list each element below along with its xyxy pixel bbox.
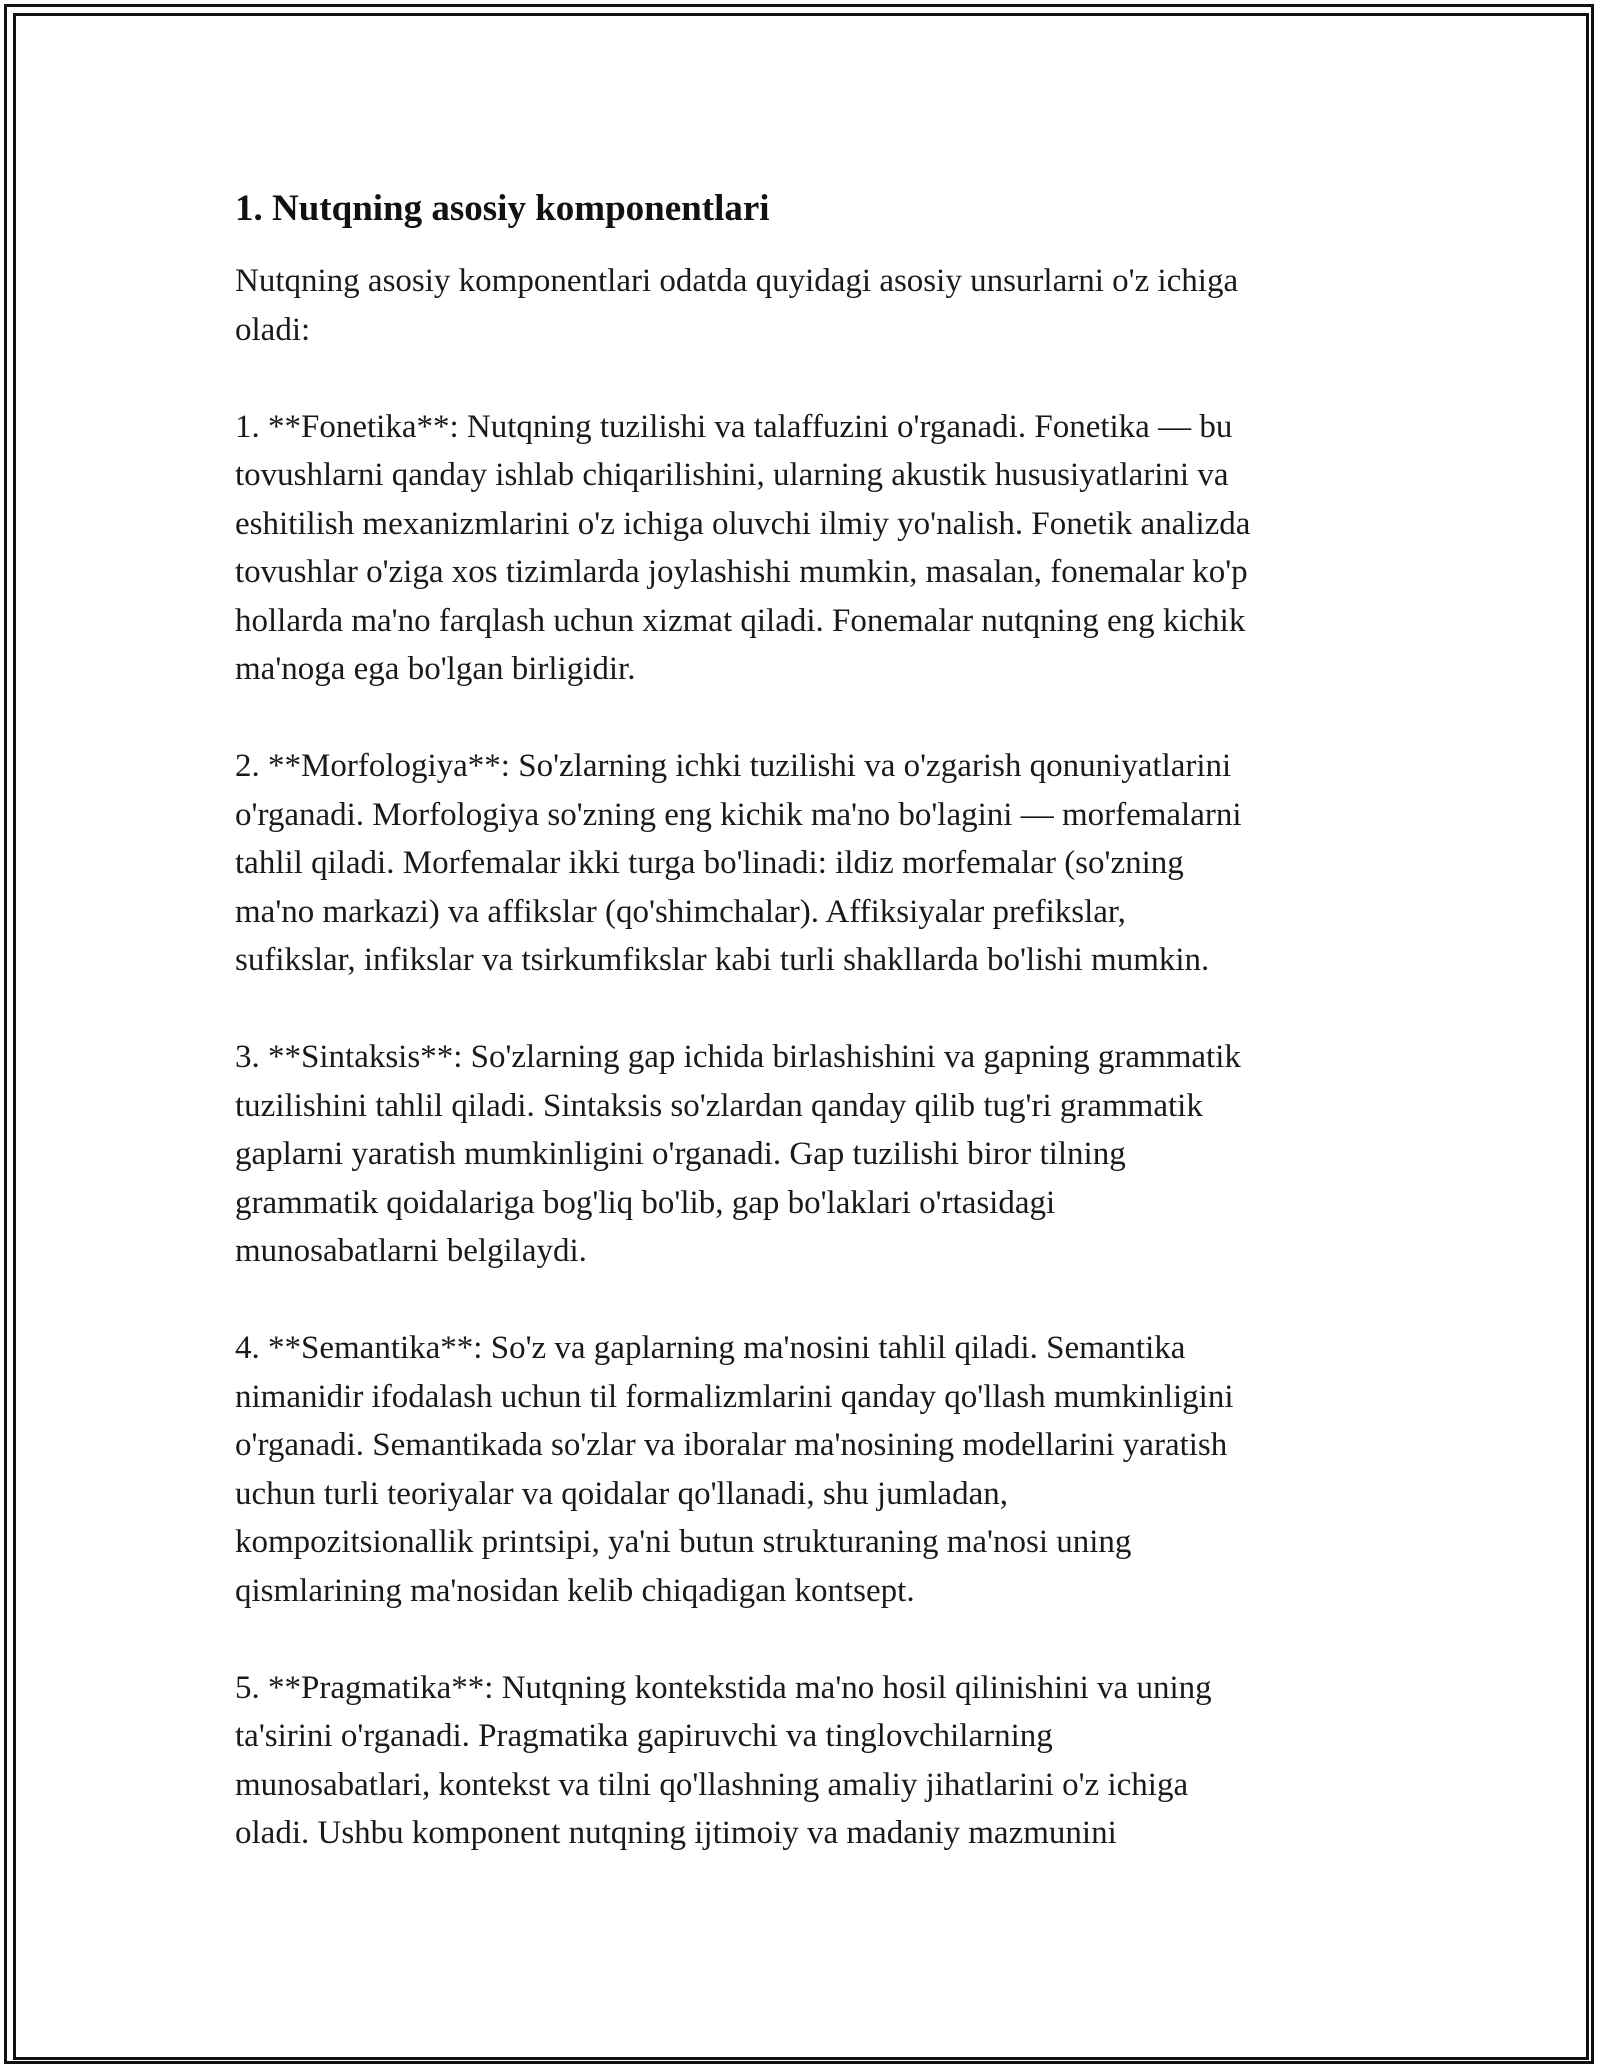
morfologiya-paragraph: 2. **Morfologiya**: So'zlarning ichki tuzilishi va o'zgarish qonuniyatlarini o'rganadi. Morfologiya so'zning eng kichik ma'no bo'lagini — morfemalarni tahlil qiladi. Morfemalar ikki turga bo'linadi: ildiz morfemalar (so'zning ma'no markazi) va affikslar (qo'shimchalar). Affiksiyalar prefikslar, sufikslar, infikslar va tsirkumfikslar kabi turli shakllarda bo'lishi mumkin. — [235, 748, 1242, 978]
intro-paragraph: Nutqning asosiy komponentlari odatda quyidagi asosiy unsurlarni o'z ichiga oladi: — [235, 263, 1239, 348]
pragmatika-paragraph: 5. **Pragmatika**: Nutqning kontekstida ma'no hosil qilinishini va uning ta'sirini o'rganadi. Pragmatika gapiruvchi va tinglovchilarning munosabatlari, kontekst va tilni qo'llashning amaliy jihatlarini o'z ichiga oladi. Ushbu komponent nutqning ijtimoiy va madaniy mazmunini — [235, 1669, 1212, 1851]
section-heading: 1. Nutqning asosiy komponentlari — [235, 188, 770, 229]
document-body — [235, 185, 1375, 1858]
semantika-paragraph: 4. **Semantika**: So'z va gaplarning ma'nosini tahlil qiladi. Semantika nimanidir ifodalash uchun til formalizmlarini qanday qo'llash mumkinligini o'rganadi. Semantikada so'zlar va iboralar ma'nosining modellarini yaratish uchun turli teoriyalar va qoidalar qo'llanadi, shu jumladan, kompozitsionallik printsipi, ya'ni butun strukturaning ma'nosi uning qismlarining ma'nosidan kelib chiqadigan kontsept. — [235, 1330, 1234, 1609]
sintaksis-paragraph: 3. **Sintaksis**: So'zlarning gap ichida birlashishini va gapning grammatik tuzilishini tahlil qiladi. Sintaksis so'zlardan qanday qilib tug'ri grammatik gaplarni yaratish mumkinligini o'rganadi. Gap tuzilishi biror tilning grammatik qoidalariga bog'liq bo'lib, gap bo'laklari o'rtasidagi munosabatlarni belgilaydi. — [235, 1039, 1241, 1269]
fonetika-paragraph: 1. **Fonetika**: Nutqning tuzilishi va talaffuzini o'rganadi. Fonetika — bu tovushlarni qanday ishlab chiqarilishini, ularning akustik hususiyatlarini va eshitilish mexanizmlarini o'z ichiga oluvchi ilmiy yo'nalish. Fonetik analizda tovushlar o'ziga xos tizimlarda joylashishi mumkin, masalan, fonemalar ko'p hollarda ma'no farqlash uchun xizmat qiladi. Fonemalar nutqning eng kichik ma'noga ega bo'lgan birligidir. — [235, 408, 1251, 687]
